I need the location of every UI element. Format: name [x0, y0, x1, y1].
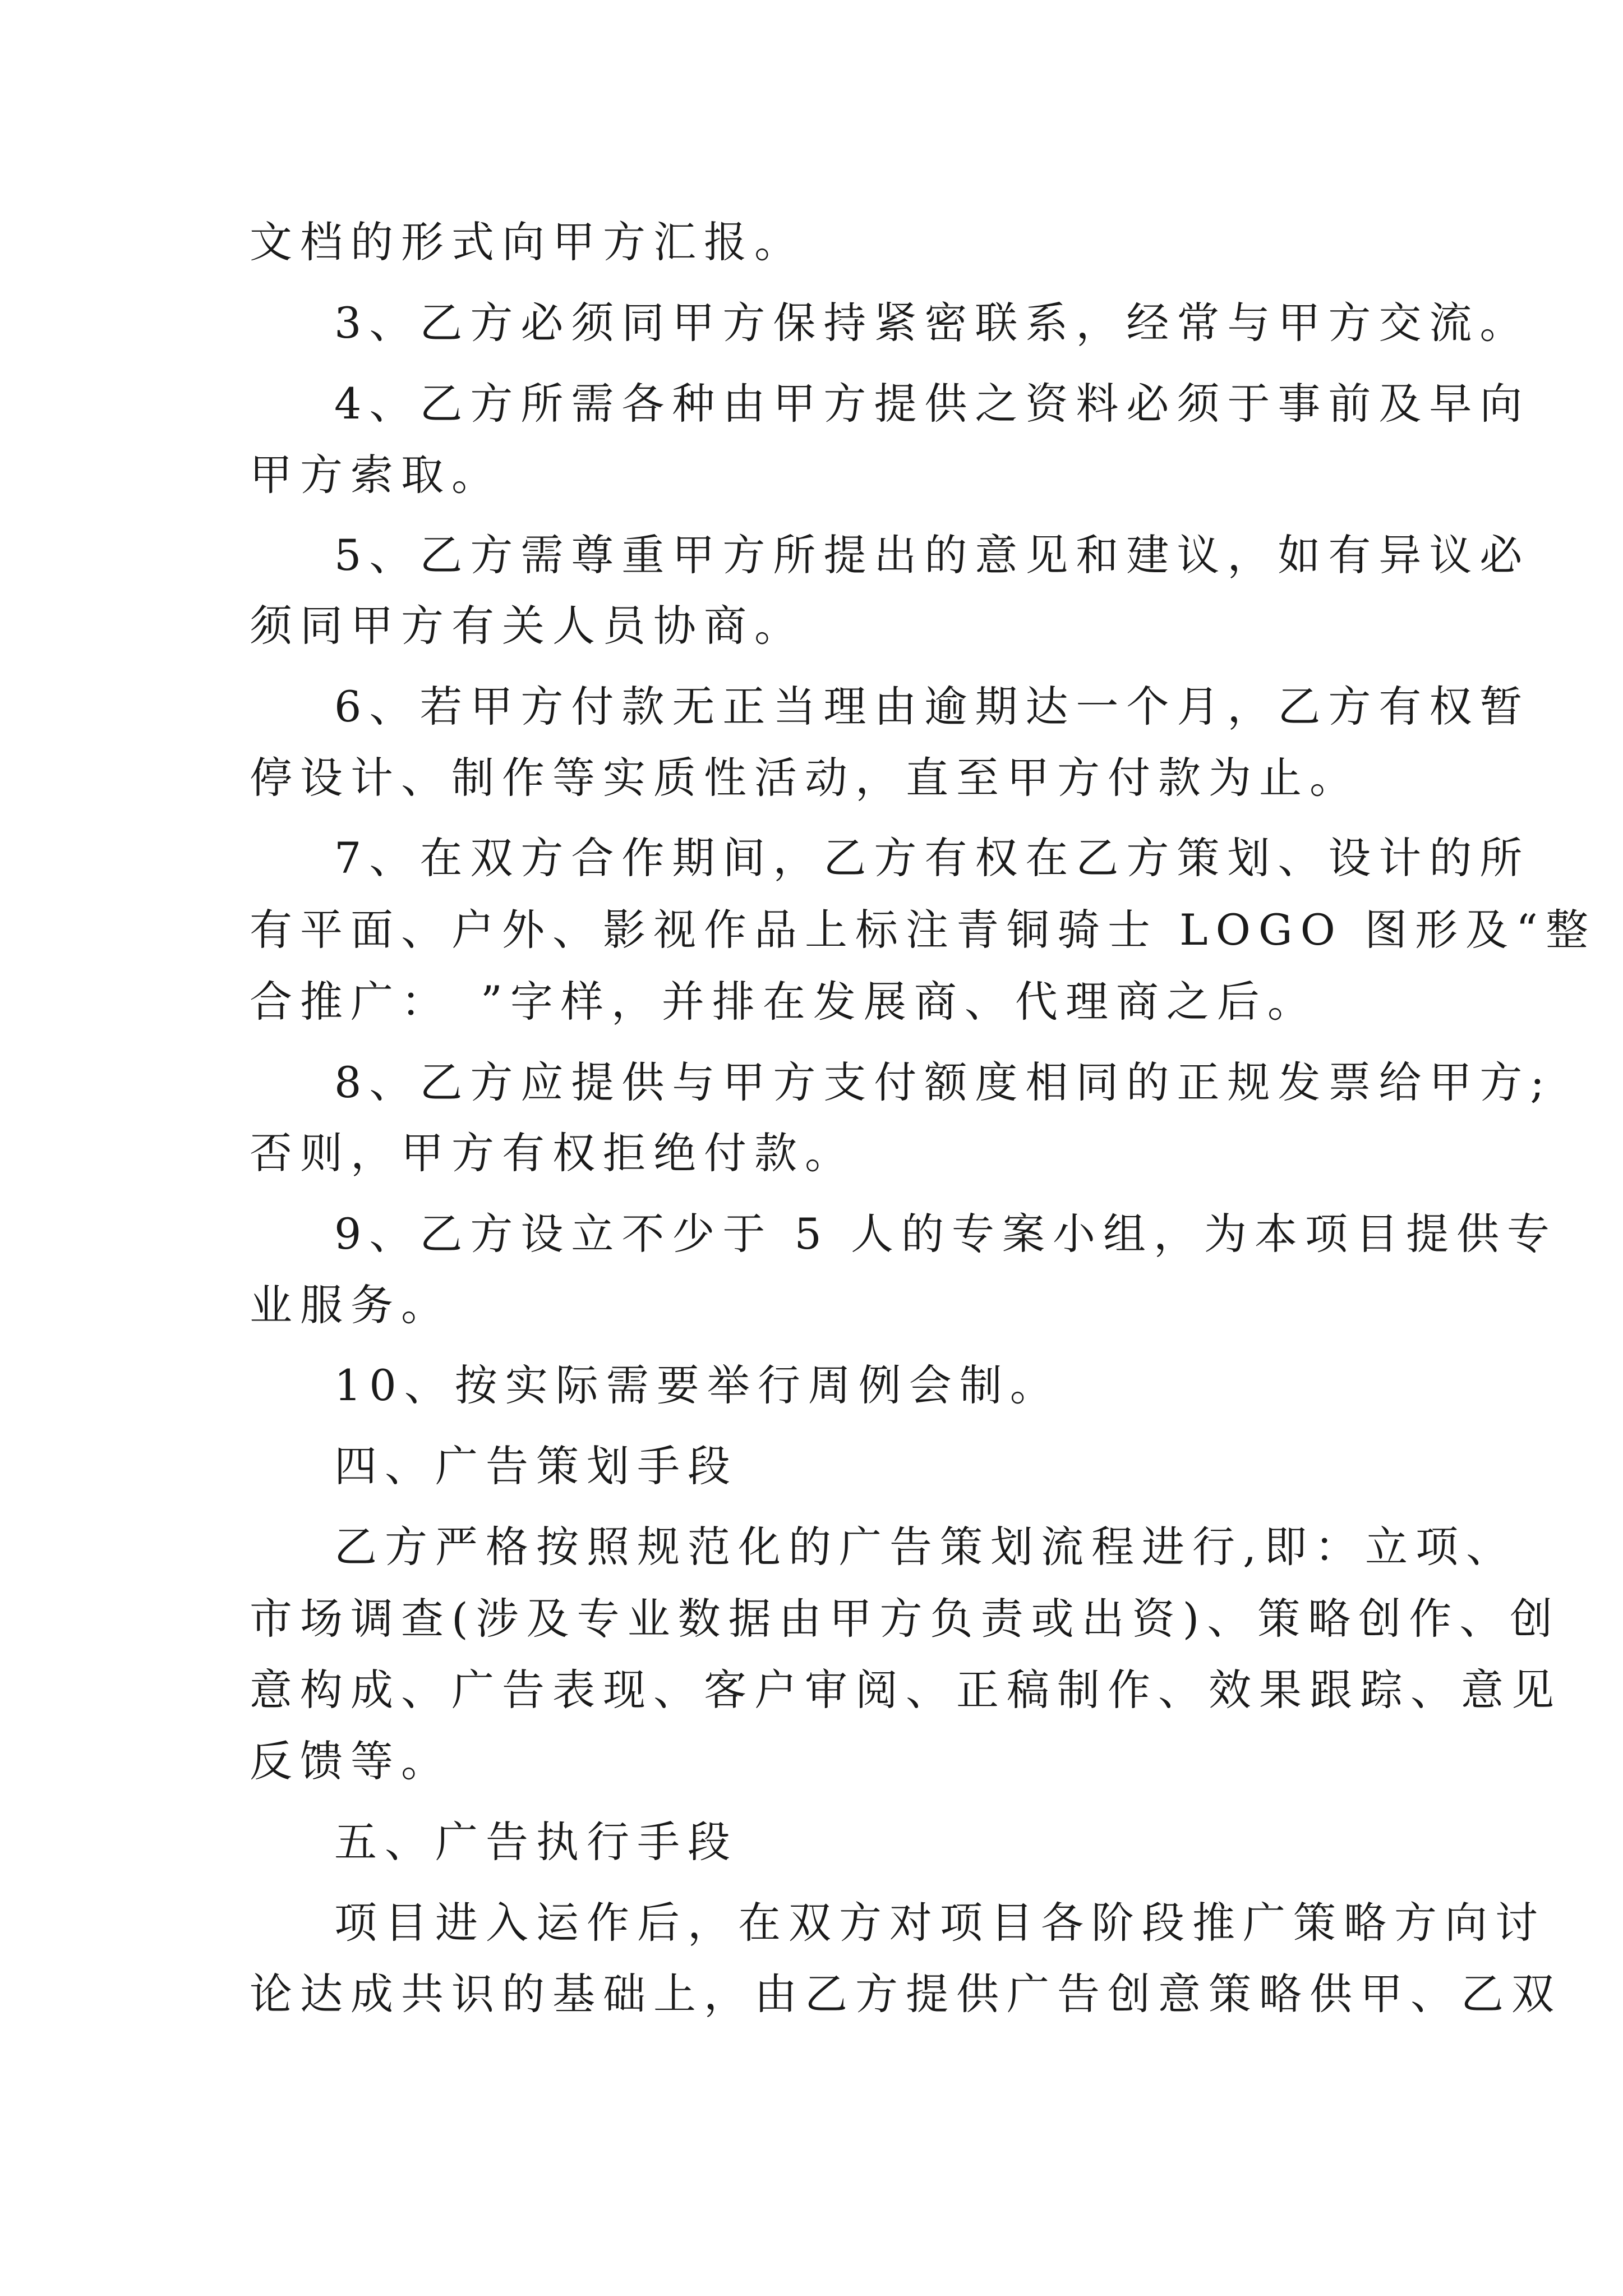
text-line: 市场调查(涉及专业数据由甲方负责或出资)、策略创作、创: [250, 1594, 1561, 1644]
text-line: 5、乙方需尊重甲方所提出的意见和建议，如有异议必: [334, 530, 1530, 580]
text-line: 意构成、广告表现、客户审阅、正稿制作、效果跟踪、意见: [250, 1665, 1562, 1715]
section-heading: 五、广告执行手段: [334, 1817, 738, 1867]
text-line: 业服务。: [250, 1280, 451, 1330]
text-line: 乙方严格按照规范化的广告策划流程进行,即：立项、: [334, 1522, 1517, 1572]
text-line: 7、在双方合作期间，乙方有权在乙方策划、设计的所: [334, 833, 1530, 883]
text-line: 9、乙方设立不少于 5 人的专案小组，为本项目提供专: [334, 1209, 1558, 1259]
text-line: 甲方索取。: [250, 450, 502, 500]
text-line: 停设计、制作等实质性活动，直至甲方付款为止。: [250, 753, 1360, 803]
text-line: 须同甲方有关人员协商。: [250, 601, 805, 651]
text-line: 项目进入运作后，在双方对项目各阶段推广策略方向讨: [334, 1898, 1546, 1948]
text-line: 有平面、户外、影视作品上标注青铜骑士 LOGO 图形及“整: [250, 905, 1596, 955]
text-line: 8、乙方应提供与甲方支付额度相同的正规发票给甲方;: [334, 1057, 1552, 1107]
text-line: 10、按实际需要举行周例会制。: [334, 1360, 1061, 1410]
text-line: 文档的形式向甲方汇报。: [250, 217, 805, 267]
text-line: 6、若甲方付款无正当理由逾期达一个月，乙方有权暂: [334, 682, 1530, 731]
text-line: 3、乙方必须同甲方保持紧密联系，经常与甲方交流。: [334, 298, 1530, 348]
text-line: 反馈等。: [250, 1736, 451, 1786]
section-heading: 四、广告策划手段: [334, 1441, 738, 1491]
text-line: 否则，甲方有权拒绝付款。: [250, 1128, 855, 1178]
text-line: 合推广： ”字样，并排在发展商、代理商之后。: [250, 977, 1318, 1027]
text-line: 4、乙方所需各种由甲方提供之资料必须于事前及早向: [334, 379, 1530, 429]
text-line: 论达成共识的基础上，由乙方提供广告创意策略供甲、乙双: [250, 1969, 1562, 2019]
